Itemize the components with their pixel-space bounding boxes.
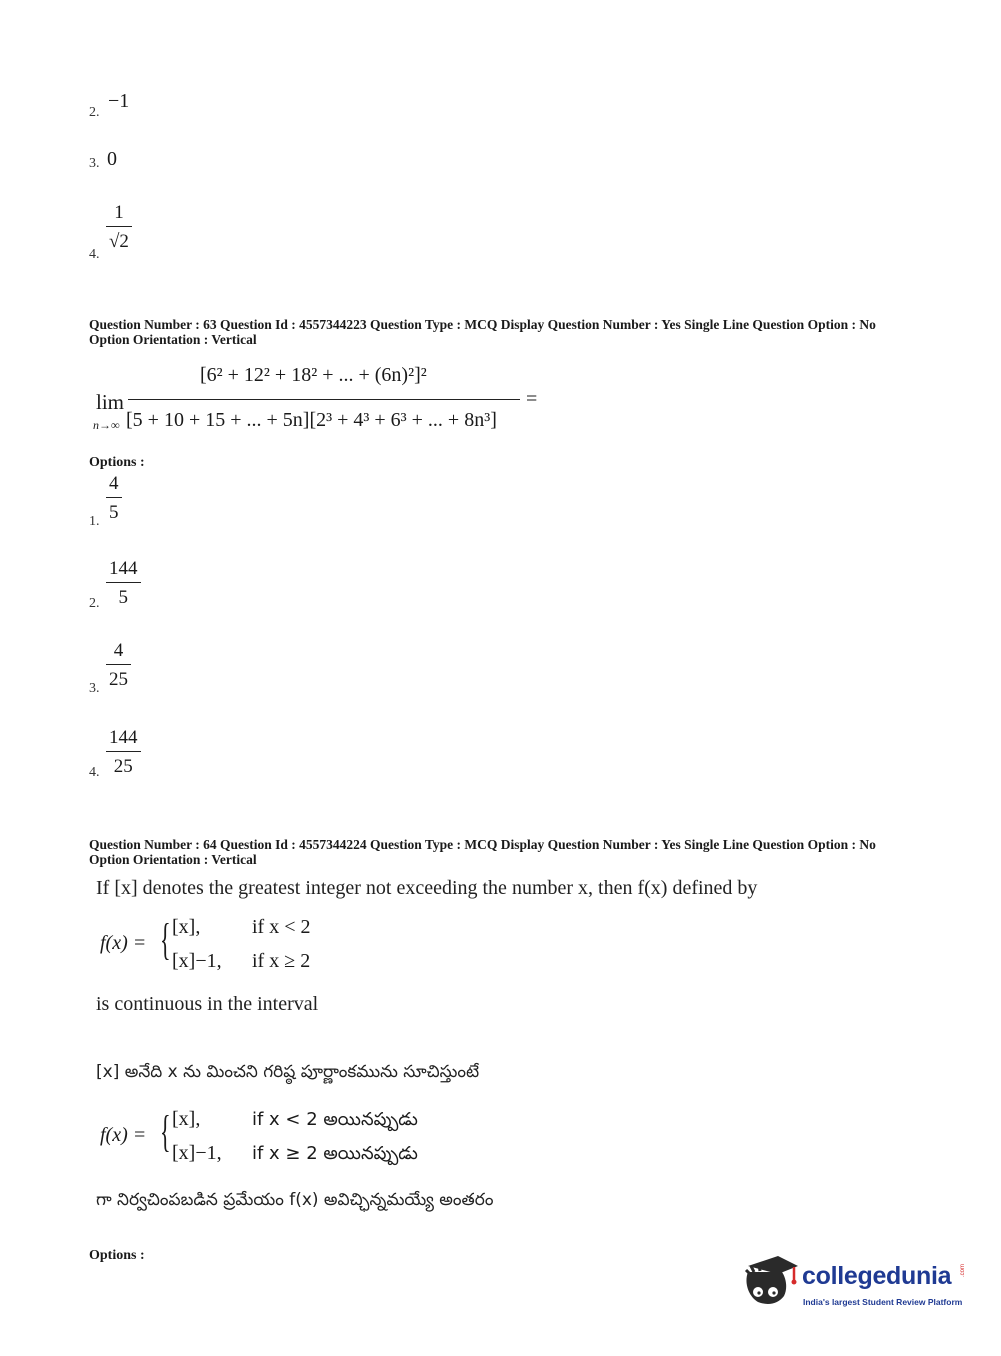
fraction-denominator: 25 <box>109 669 128 690</box>
fraction-denominator: 5 <box>118 587 128 608</box>
q64-te-outro: గా నిర్వచింపబడిన ప్రమేయం f(x) అవిచ్ఛిన్నమయ్యే అంతరం <box>96 1190 494 1210</box>
q64-case2-cond: if x ≥ 2 <box>252 950 311 972</box>
logo-tagline: India's largest Student Review Platform <box>803 1297 963 1307</box>
q64-te-f-label: f(x) = <box>100 1124 147 1146</box>
q64-brace: { <box>160 915 171 964</box>
prev-option-3-value: 0 <box>107 148 117 170</box>
q63-option-1-number: 1. <box>89 514 100 529</box>
fraction-denominator: √2 <box>109 231 129 252</box>
fraction-denominator: 25 <box>113 756 133 777</box>
q64-te-case1-expr: [x], <box>172 1108 201 1130</box>
q64-te-brace: { <box>160 1107 171 1156</box>
q64-te-intro: [x] అనేది x ను మించని గరిష్ఠ పూర్ణాంకమును సూచిస్తుంటే <box>96 1062 480 1082</box>
q64-options-label: Options : <box>89 1248 145 1263</box>
prev-option-4-fraction <box>106 203 132 251</box>
fraction-numerator: 1 <box>114 202 124 223</box>
q63-option-4-fraction <box>106 728 141 776</box>
q63-lim: lim <box>96 390 125 414</box>
collegedunia-logo <box>742 1252 972 1316</box>
q63-meta: Question Number : 63 Question Id : 4557344223 Question Type : MCQ Display Question Number : Yes Single Line Question Option : No Option Orientation : Vertical <box>89 317 876 347</box>
q64-te-case1-cond: if x < 2 అయినప్పుడు <box>252 1109 418 1130</box>
prev-option-3-number: 3. <box>89 156 100 171</box>
q63-option-3-fraction <box>106 641 131 689</box>
q63-denominator: [5 + 10 + 15 + ... + 5n][2³ + 4³ + 6³ + ... + 8n³] <box>126 409 497 431</box>
q64-case1-cond: if x < 2 <box>252 916 311 938</box>
q63-lim-subscript: n→∞ <box>93 418 120 432</box>
q63-option-1-fraction <box>106 474 122 522</box>
fraction-numerator: 4 <box>109 473 119 494</box>
fraction-numerator: 144 <box>109 558 138 579</box>
q63-numerator: [6² + 12² + 18² + ... + (6n)²]² <box>200 364 427 386</box>
q63-equals: = <box>526 388 538 410</box>
fraction-numerator: 4 <box>113 640 124 661</box>
q63-option-2-number: 2. <box>89 596 100 611</box>
logo-name: collegedunia <box>802 1262 952 1290</box>
fraction-numerator: 144 <box>109 727 138 748</box>
q63-fraction-bar <box>128 399 520 400</box>
logo-suffix: .com <box>960 1263 966 1277</box>
q64-te-case2-expr: [x]−1, <box>172 1142 222 1164</box>
mascot-icon <box>742 1252 800 1312</box>
q63-option-2-fraction <box>106 559 141 607</box>
q64-case2-expr: [x]−1, <box>172 950 222 972</box>
q64-piecewise-en <box>100 912 360 978</box>
q63-options-label: Options : <box>89 455 145 470</box>
q64-outro: is continuous in the interval <box>96 993 319 1015</box>
q63-option-4-number: 4. <box>89 765 100 780</box>
prev-option-2-number: 2. <box>89 105 100 120</box>
q64-piecewise-te <box>100 1104 460 1170</box>
q64-intro: If [x] denotes the greatest integer not exceeding the number x, then f(x) defined by <box>96 877 758 899</box>
prev-option-4-number: 4. <box>89 247 100 262</box>
q64-meta: Question Number : 64 Question Id : 4557344224 Question Type : MCQ Display Question Number : Yes Single Line Question Option : No Option Orientation : Vertical <box>89 837 876 867</box>
q64-te-case2-cond: if x ≥ 2 అయినప్పుడు <box>252 1143 418 1164</box>
fraction-denominator: 5 <box>109 502 119 523</box>
q63-option-3-number: 3. <box>89 681 100 696</box>
q64-f-label: f(x) = <box>100 932 147 954</box>
prev-option-2-value: −1 <box>108 90 130 112</box>
q63-expression <box>93 360 556 450</box>
q64-case1-expr: [x], <box>172 916 201 938</box>
